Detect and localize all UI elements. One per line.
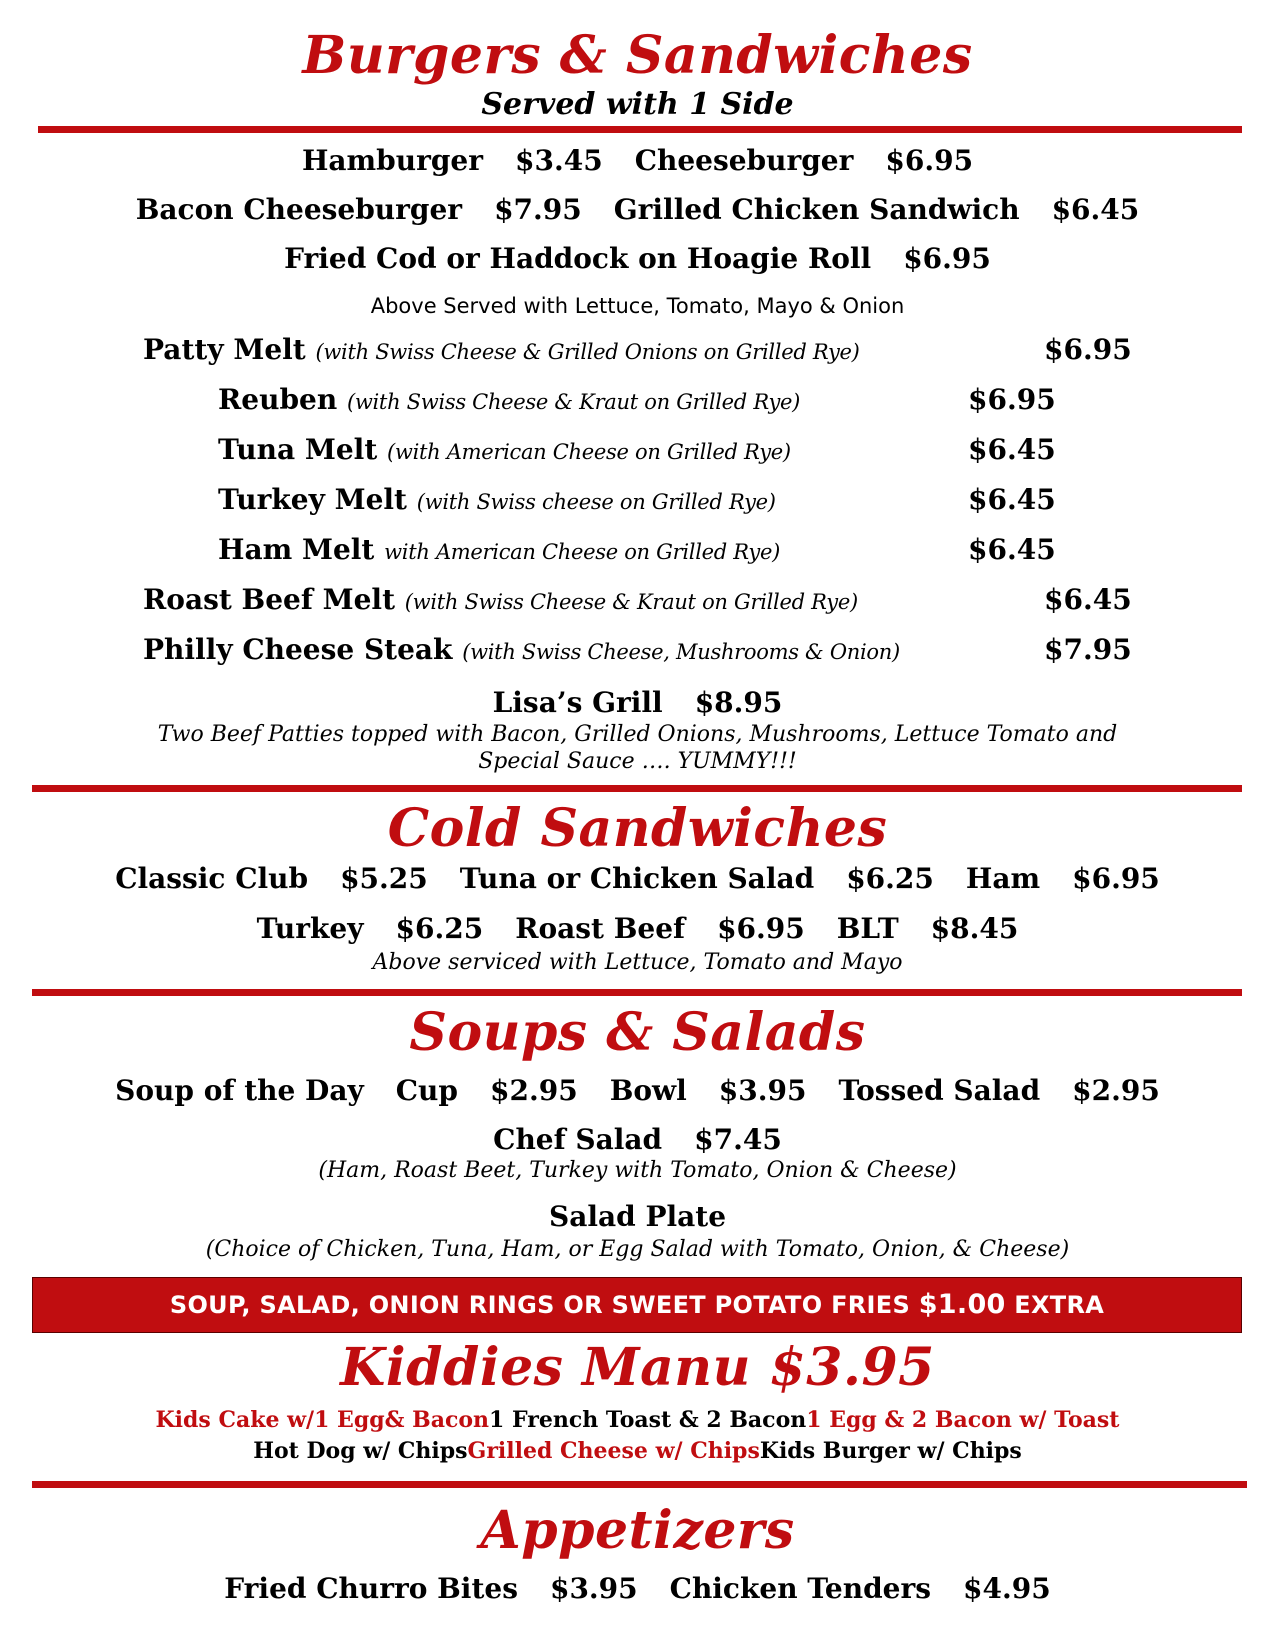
item-price: $6.25 <box>846 862 934 895</box>
item-name: Philly Cheese Steak <box>143 633 453 666</box>
item-price: $3.95 <box>549 1572 638 1605</box>
item-price: $8.95 <box>694 686 783 719</box>
item-price: $3.95 <box>718 1074 807 1107</box>
menu-item-chef-salad <box>0 1123 1275 1157</box>
item-name: Fried Churro Bites <box>224 1572 518 1605</box>
section-divider <box>32 989 1242 996</box>
menu-item-reuben <box>218 383 800 419</box>
item-price: $6.45 <box>968 483 1056 516</box>
lisas-grill-desc-2: Special Sauce …. YUMMY!!! <box>478 749 797 774</box>
item-desc: (with Swiss Cheese & Grilled Onions on Grilled Rye) <box>315 340 860 364</box>
item-name: Lisa’s Grill <box>492 686 663 719</box>
kiddies-title: Kiddies Manu $3.95 <box>340 1337 935 1398</box>
extras-banner <box>32 1277 1242 1333</box>
item-price: $7.95 <box>1044 633 1132 666</box>
item-price: $4.95 <box>963 1572 1051 1605</box>
kids-item: Hot Dog w/ Chips <box>253 1438 468 1464</box>
kiddies-row-1 <box>0 1405 1275 1435</box>
kids-item: Kids Cake w/1 Egg& Bacon <box>155 1407 490 1433</box>
burgers-title: Burgers & Sandwiches <box>302 25 973 86</box>
kiddies-row-2 <box>0 1436 1275 1466</box>
item-name: Ham Melt <box>218 533 375 566</box>
item-desc: (with Swiss cheese on Grilled Rye) <box>416 490 776 514</box>
item-name: BLT <box>836 912 899 945</box>
item-name: Cup <box>395 1074 458 1107</box>
menu-item-tuna-melt <box>218 433 791 469</box>
item-name: Bowl <box>609 1074 687 1107</box>
soups-title: Soups & Salads <box>409 1002 866 1063</box>
item-price: $6.45 <box>1051 193 1140 226</box>
item-price: $6.95 <box>1072 862 1160 895</box>
item-price: $6.45 <box>968 533 1056 566</box>
menu-item-salad-plate: Salad Plate <box>548 1200 727 1233</box>
menu-item-patty-melt <box>143 333 860 369</box>
item-price: $8.45 <box>930 912 1019 945</box>
banner-extra: EXTRA <box>1014 1291 1105 1319</box>
item-price: $6.95 <box>717 912 805 945</box>
cold-title: Cold Sandwiches <box>387 798 888 859</box>
item-price: $2.95 <box>490 1074 578 1107</box>
menu-item-turkey-melt <box>218 483 776 519</box>
menu-item-ham-melt <box>218 533 780 569</box>
menu-item-lisas-grill <box>0 686 1275 720</box>
item-name: Cheeseburger <box>634 144 854 177</box>
banner-text: SOUP, SALAD, ONION RINGS OR SWEET POTATO FRIES <box>169 1291 911 1319</box>
item-name: Roast Beef <box>515 912 686 945</box>
item-name: Bacon Cheeseburger <box>135 193 463 226</box>
item-name: Turkey <box>256 912 364 945</box>
cold-row-1 <box>0 862 1275 896</box>
item-name: Tuna or Chicken Salad <box>459 862 815 895</box>
item-name: Reuben <box>218 383 338 416</box>
item-price: $2.95 <box>1072 1074 1160 1107</box>
section-divider <box>32 785 1242 792</box>
item-name: Chicken Tenders <box>669 1572 932 1605</box>
appetizers-row <box>0 1572 1275 1606</box>
item-name: Roast Beef Melt <box>143 583 395 616</box>
kids-item: 1 Egg & 2 Bacon w/ Toast <box>806 1407 1120 1433</box>
item-name: Ham <box>965 862 1041 895</box>
item-desc: (with Swiss Cheese & Kraut on Grilled Rye) <box>404 590 858 614</box>
section-divider <box>38 126 1242 133</box>
item-desc: (with American Cheese on Grilled Rye) <box>387 440 791 464</box>
salad-plate-desc: (Choice of Chicken, Tuna, Ham, or Egg Salad with Tomato, Onion, & Cheese) <box>205 1237 1070 1262</box>
soups-row-1 <box>0 1074 1275 1108</box>
item-price: $6.95 <box>903 242 991 275</box>
item-name: Soup of the Day <box>115 1074 364 1107</box>
appetizers-title: Appetizers <box>480 1500 795 1561</box>
item-price: $6.95 <box>1044 333 1132 366</box>
item-name: Hamburger <box>301 144 483 177</box>
item-name: Patty Melt <box>143 333 306 366</box>
item-desc: (with Swiss Cheese, Mushrooms & Onion) <box>462 640 900 664</box>
item-name: Chef Salad <box>493 1123 663 1156</box>
item-name: Fried Cod or Haddock on Hoagie Roll <box>284 242 872 275</box>
burgers-row-1 <box>0 144 1275 178</box>
chef-salad-desc: (Ham, Roast Beet, Turkey with Tomato, Onion & Cheese) <box>318 1158 957 1183</box>
item-price: $6.45 <box>1044 583 1132 616</box>
lisas-grill-desc-1: Two Beef Patties topped with Bacon, Grilled Onions, Mushrooms, Lettuce Tomato and <box>157 722 1118 747</box>
burgers-row-3 <box>0 242 1275 276</box>
burgers-row-2 <box>0 193 1275 227</box>
kids-item: Kids Burger w/ Chips <box>759 1438 1022 1464</box>
item-desc: with American Cheese on Grilled Rye) <box>384 540 780 564</box>
item-name: Tossed Salad <box>838 1074 1041 1107</box>
burgers-note: Above Served with Lettuce, Tomato, Mayo & Onion <box>370 294 905 318</box>
cold-row-2 <box>0 912 1275 946</box>
item-price: $5.25 <box>340 862 428 895</box>
cold-note: Above serviced with Lettuce, Tomato and Mayo <box>372 950 903 975</box>
item-name: Classic Club <box>115 862 309 895</box>
item-price: $7.95 <box>494 193 582 226</box>
item-price: $7.45 <box>694 1123 782 1156</box>
item-price: $6.95 <box>968 383 1056 416</box>
kids-item: 1 French Toast & 2 Bacon <box>489 1407 807 1433</box>
item-price: $6.25 <box>395 912 484 945</box>
item-name: Grilled Chicken Sandwich <box>613 193 1020 226</box>
item-desc: (with Swiss Cheese & Kraut on Grilled Rye) <box>346 390 801 414</box>
kids-item: Grilled Cheese w/ Chips <box>467 1438 760 1464</box>
item-price: $3.45 <box>515 144 603 177</box>
section-divider <box>32 1481 1247 1488</box>
menu-item-philly-cheese-steak <box>143 633 900 669</box>
item-name: Tuna Melt <box>218 433 378 466</box>
item-price: $6.45 <box>968 433 1056 466</box>
burgers-subtitle: Served with 1 Side <box>481 87 794 122</box>
item-price: $6.95 <box>885 144 974 177</box>
item-name: Turkey Melt <box>218 483 407 516</box>
menu-item-roast-beef-melt <box>143 583 858 619</box>
banner-price: $1.00 <box>918 1289 1006 1320</box>
